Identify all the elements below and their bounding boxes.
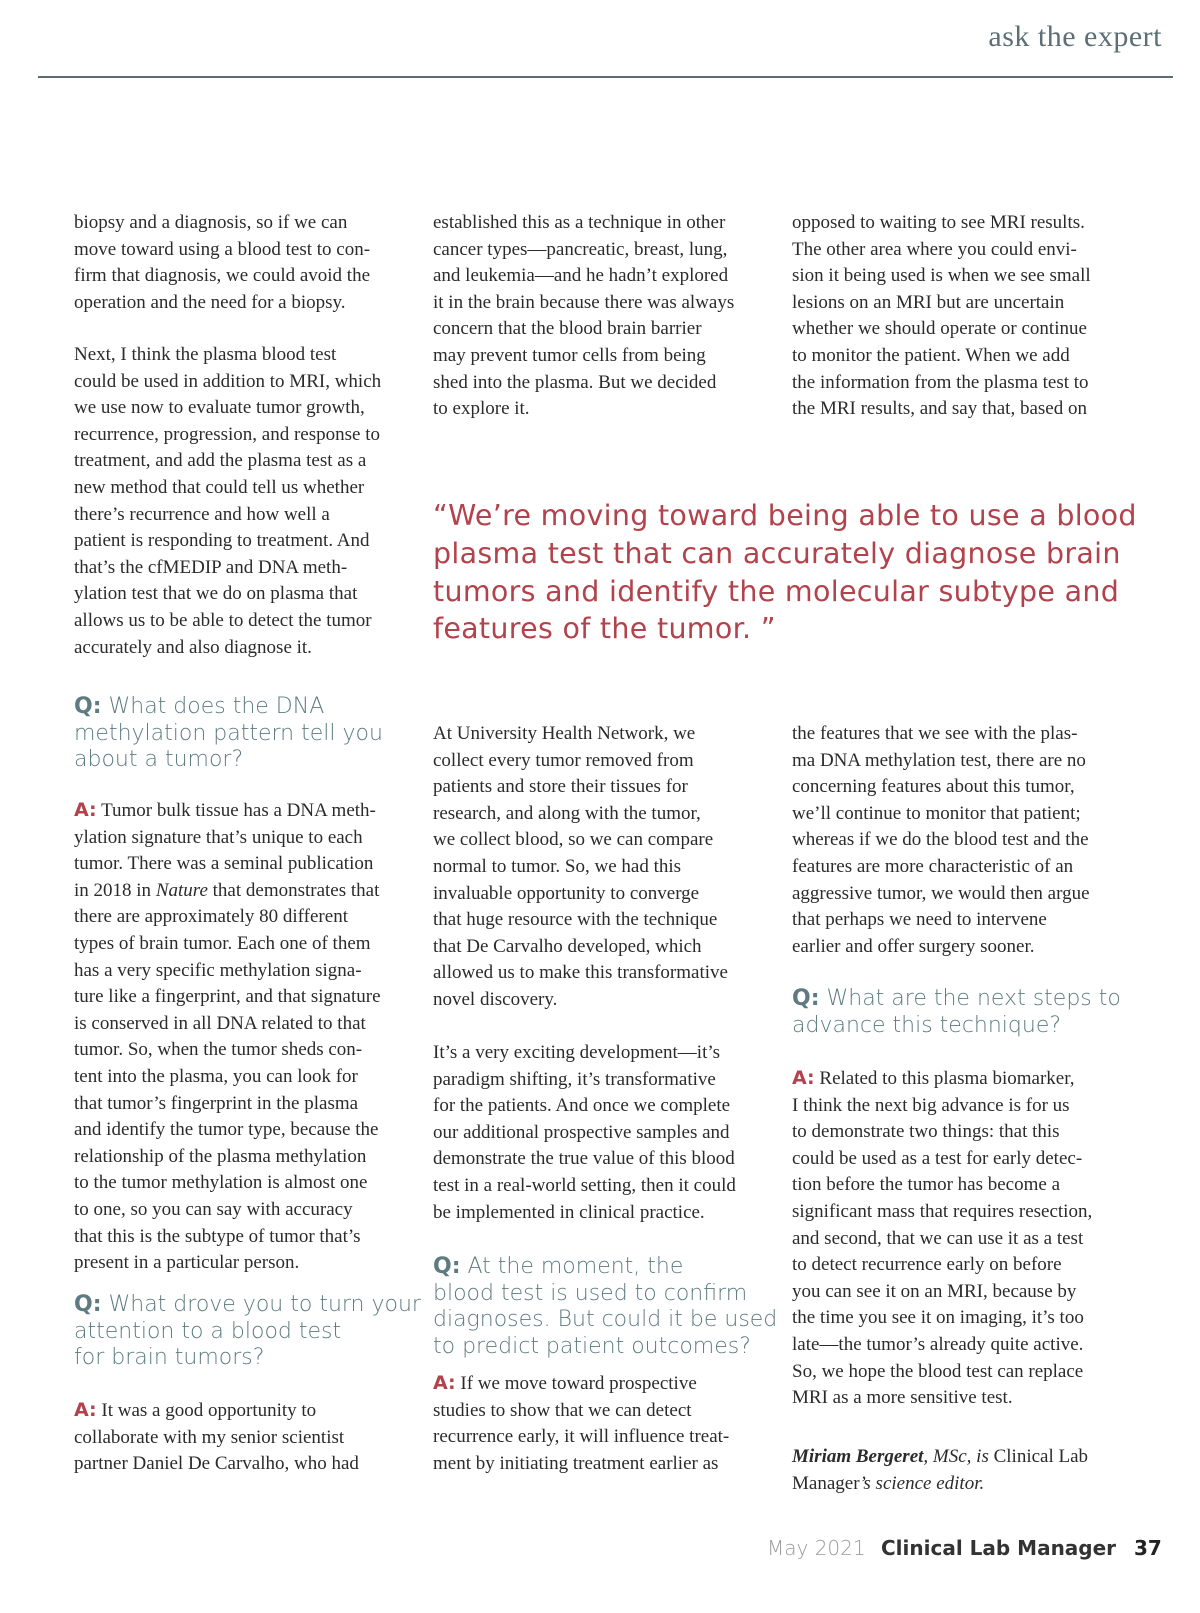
col1-paragraph-2: Next, I think the plasma blood test could be used in addition to MRI, which we use now to evaluate tumor growth, recurrence, progression, and response to treatment, and add the plasma test as a new method that could tell us whether there’s recurrence and how well a patient is responding to treatment. And that’s the cfMEDIP and DNA meth- ylation test that we do on plasma that allows us to be able to detect the tumor accurately and also diagnose it.: [74, 344, 382, 658]
answer-label: A:: [74, 799, 97, 821]
col2-paragraph-2: At University Health Network, we collect every tumor removed from patients and store their tissues for research, and along with the tumor, we collect blood, so we can compare normal to tumor. So, we had this invaluable opportunity to converge that huge resource with the technique that De Carvalho developed, which allowed us to make this transformative novel discovery.: [433, 723, 728, 1010]
answer-dna-methylation: [74, 797, 381, 1277]
author-name: Miriam Bergeret: [792, 1446, 924, 1467]
question-text: What drove you to turn your attention to a blood test for brain tumors?: [74, 1292, 421, 1370]
footer-date: May 2021: [767, 1536, 866, 1560]
question-text: At the moment, the blood test is used to confirm diagnoses. But could it be used to predict patient outcomes?: [433, 1254, 778, 1359]
question-blood-test-motivation: [74, 1292, 421, 1372]
author-role-suffix: ’s science editor.: [859, 1472, 985, 1494]
author-bio: [792, 1444, 1088, 1497]
journal-name: Nature: [155, 879, 208, 901]
author-credentials: , MSc, is: [923, 1446, 989, 1467]
answer-label: A:: [433, 1372, 456, 1394]
col2-paragraph-3: It’s a very exciting development—it’s paradigm shifting, it’s transformative for the patients. And once we complete our additional prospective samples and demonstrate the true value of this blood test in a real-world setting, then it could be implemented in clinical practice.: [433, 1042, 736, 1223]
author-role: Clinical Lab Manager: [792, 1446, 1089, 1494]
question-label: Q:: [792, 986, 820, 1011]
footer-magazine: Clinical Lab Manager: [881, 1536, 1117, 1560]
question-dna-methylation: [74, 694, 383, 774]
question-label: Q:: [74, 1292, 102, 1317]
answer-text: Related to this plasma biomarker, I think the next big advance is for us to demonstrate two things: that this could be used as a test for early detec- tion before the tumor has become a significant mass that requires resection, and second, that we can use it as a test to detect recurrence early on before you can see it on an MRI, because by the time you see it on imaging, it’s too late—the tumor’s already quite active. So, we hope the blood test can replace MRI as a more sensitive test.: [792, 1068, 1093, 1409]
pull-quote: “We’re moving toward being able to use a blood plasma test that can accurately diagnose brain tumors and identify the molecular subtype and features of the tumor. ”: [433, 499, 1137, 646]
col3-paragraph-1: opposed to waiting to see MRI results. The other area where you could envi- sion it being used is when we see small lesions on an MRI but are uncertain whether we should operate or continue to monitor the patient. When we add the information from the plasma test to the MRI results, and say that, based on: [792, 212, 1091, 420]
page-number: 37: [1134, 1536, 1162, 1560]
col3-paragraph-2: the features that we see with the plas- ma DNA methylation test, there are no concerning features about this tumor, we’ll continue to monitor that patient; whereas if we do the blood test and the features are more characteristic of an aggressive tumor, we would then argue that perhaps we need to intervene earlier and offer surgery sooner.: [792, 723, 1090, 957]
question-predict-outcomes: [433, 1254, 777, 1360]
question-label: Q:: [74, 694, 102, 719]
answer-predict-outcomes: [433, 1370, 729, 1477]
answer-label: A:: [792, 1067, 815, 1089]
col1-paragraph-1: biopsy and a diagnosis, so if we can move toward using a blood test to con- firm that diagnosis, we could avoid the operation and the need for a biopsy.: [74, 212, 371, 313]
answer-blood-test-motivation: [74, 1397, 359, 1478]
question-text: What are the next steps to advance this technique?: [792, 986, 1121, 1038]
section-title: ask the expert: [988, 20, 1162, 53]
question-label: Q:: [433, 1254, 461, 1279]
answer-text-cont: that demonstrates that there are approximately 80 different types of brain tumor. Each one of them has a very specific methylation signa- ture like a fingerprint, and that signature is conserved in all DNA related to that tumor. So, when the tumor sheds con- tent into the plasma, you can look for that tumor’s fingerprint in the plasma and identify the tumor type, because the relationship of the plasma methylation to the tumor methylation is almost one to one, so you can say with accuracy that this is the subtype of tumor that’s present in a particular person.: [74, 879, 381, 1274]
answer-text: Tumor bulk tissue has a DNA meth- ylation signature that’s unique to each tumor. There was a seminal publication in 2018 in: [74, 800, 376, 901]
question-text: What does the DNA methylation pattern tell you about a tumor?: [74, 694, 383, 772]
answer-next-steps: [792, 1065, 1092, 1412]
answer-text: If we move toward prospective studies to show that we can detect recurrence early, it will influence treat- ment by initiating treatment earlier as: [433, 1373, 730, 1474]
col2-paragraph-1: established this as a technique in other cancer types—pancreatic, breast, lung, and leukemia—and he hadn’t explored it in the brain because there was always concern that the blood brain barrier may prevent tumor cells from being shed into the plasma. But we decided to explore it.: [433, 212, 735, 420]
answer-text: It was a good opportunity to collaborate with my senior scientist partner Daniel De Carvalho, who had: [74, 1400, 359, 1475]
answer-label: A:: [74, 1399, 97, 1421]
question-next-steps: [792, 986, 1121, 1039]
